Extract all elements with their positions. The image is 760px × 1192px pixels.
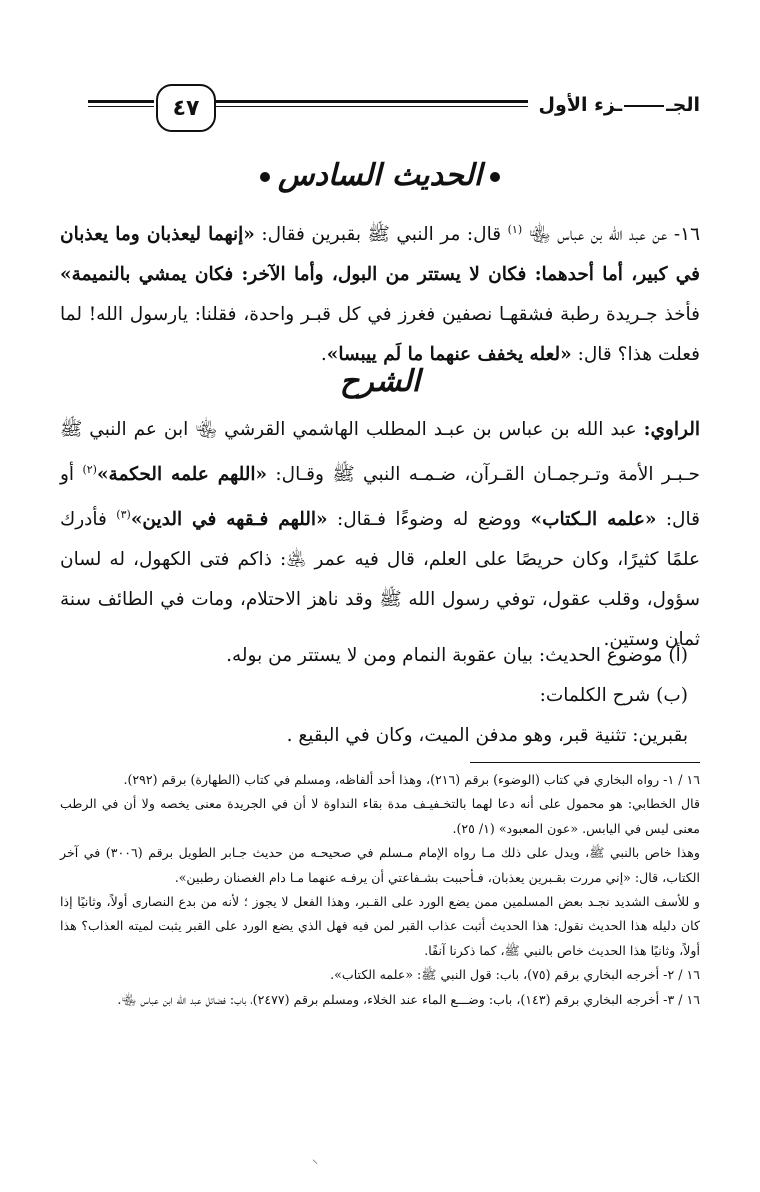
- page-number: ٤٧: [156, 84, 216, 132]
- bullet-icon: [490, 172, 500, 182]
- page-header: [88, 82, 700, 142]
- footnote: ١٦ / ١- رواه البخاري في كتاب (الوضوء) برقم (٢١٦)، وهذا أحد ألفاظه، ومسلم في كتاب (الطهارة) برقم (٢٩٢).: [123, 772, 700, 787]
- sharh-heading: الشرح: [339, 364, 421, 399]
- footnote-ref: (٢): [82, 463, 97, 476]
- footnote: و للأسف الشديد نجـد بعض المسلمين ممن يضع الورد على القـبر، وهذا الفعل لا يجوز ؛ لأنه من بدع النصارى أولاً، وثانيًا إذا كان دليله هذا الحديث نقول: هذا الحديث أثبت عذاب القبر لمن فيه فهل الذي يضع الورد على القبر يثبت لميته العذاب؟ هذا أولاً، وثانيًا هذا الحديث خاص بالنبي ﷺ، كما ذكرنا آنفًا.: [60, 894, 700, 958]
- topic-line: (أ) موضوع الحديث: بيان عقوبة النمام ومن لا يستتر من بوله.: [226, 645, 688, 666]
- header-rule-left: [88, 100, 154, 107]
- hadith-quote: «إنهما ليعذبان وما يعذبان في كبير، أما أحدهما: فكان لا يستتر من البول، وأما الآخر: فكان يمشي بالنميمة»: [60, 224, 700, 286]
- stray-mark: ⸝: [312, 1152, 319, 1166]
- bullet-icon: [260, 172, 270, 182]
- footnote: ١٦ / ٢- أخرجه البخاري برقم (٧٥)، باب: قول النبي ﷺ: «علمه الكتاب».: [330, 967, 700, 983]
- kashida-stroke: [624, 105, 664, 107]
- narrator-label: الراوي:: [643, 419, 700, 440]
- footnote-ref: (١): [507, 223, 523, 236]
- footnote: قال الخطابي: هو محمول على أنه دعا لهما بالتخـفيـف مدة بقاء النداوة لا أن في الجريدة معنى يخصه ولا أن في الرطب معنى ليس في اليابس. «عون المعبود» (١/ ٢٥).: [60, 796, 700, 836]
- hadith-text: ١٦- عن عبد الله بن عباس ﵄ $^{(١)}$ قال: مر النبي ﷺ بقبرين فقال: «إنهما ليعذبان وما يعذبان في كبير، أما أحدهما: فكان لا يستتر من البول، وأما الآخر: فكان يمشي بالنميمة» فأخذ جـريدة رطبة فشقهـا نصفين فغرز في كل قبـر واحدة، فقلنا: يارسول الله! لما فعلت هذا؟ قال: «لعله يخفف عنهما ما لَم ييبسا».: [60, 223, 701, 366]
- footnote-ref: (٣): [116, 508, 131, 522]
- hadith-heading: الحديث السادس: [60, 158, 700, 193]
- hadith-quote: «لعله يخفف عنهما ما لَم ييبسا»: [326, 344, 572, 366]
- header-rule-right: [216, 100, 528, 107]
- footnote: وهذا خاص بالنبي ﷺ، ويدل على ذلك مـا رواه الإمام مـسلم في صحيحـه من حديث جـابر الطويل برقم (٣٠٠٦) في آخر الكتاب، قال: «إني مررت بقـبرين يعذبان، فـأحببت بشـفاعتي أن يرفـه عنهما مـا دام الغصنان رطبين».: [60, 845, 701, 885]
- footnotes: [60, 768, 700, 1012]
- word-definition: بقبرين: تثنية قبر، وهو مدفن الميت، وكان في البقيع .: [286, 725, 688, 746]
- part-title: الجــزء الأول: [538, 94, 700, 116]
- words-heading: (ب) شرح الكلمات:: [539, 685, 688, 706]
- footnote: ١٦ / ٣- أخرجه البخاري برقم (١٤٣)، باب: وضـــع الماء عند الخلاء، ومسلم برقم (٢٤٧٧)، باب: فضائل عبد الله ابن عباس ﵄.: [117, 991, 700, 1007]
- narrator-paragraph: الراوي: عبد الله بن عباس بن عبـد المطلب الهاشمي القرشي ﵄ ابن عم النبي ﷺ حـبـر الأمة وتـرجمـان القـرآن، ضـمـه النبي ﷺ وقـال: «اللهم علمه الحكمة»$^{(٢)}$ أو قال: «علمه الـكتاب» ووضع له وضوءًا فـقال: «اللهم فـقهه في الدين»$^{(٣)}$ فأدرك علمًا كثيرًا، وكان حريصًا على العلم، قال فيه عمر ﵁: ذاكم فتى الكهول، له لسان سؤول، وقلب عقول، توفي رسول الله ﷺ وقد ناهز الاحتلام، ومات في الطائف سنة ثمان وستين.: [60, 419, 700, 651]
- footnote-divider: [470, 762, 700, 763]
